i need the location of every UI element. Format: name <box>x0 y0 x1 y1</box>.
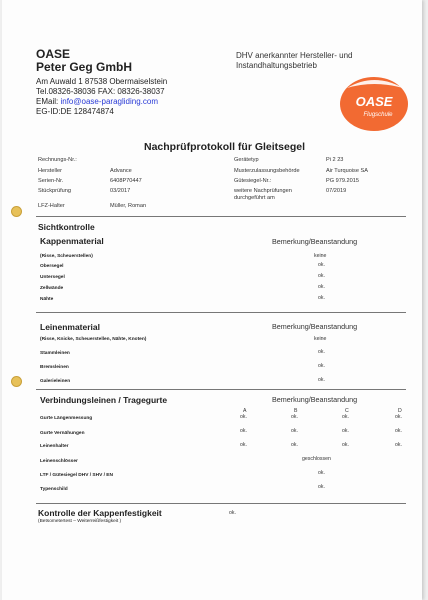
galerieleinen-value: ok. <box>318 377 325 383</box>
col-c-header: C <box>345 408 349 414</box>
stammleinen-value: ok. <box>318 349 325 355</box>
company-eg-id: EG-ID:DE 128474874 <box>36 107 114 116</box>
lfz-label: LFZ-Halter <box>38 203 65 209</box>
geraetetyp-label: Gerätetyp <box>234 157 259 163</box>
gurte-vernaehungen-label: Gurte Vernähungen <box>40 431 85 436</box>
leinenschloesser-label: Leinenschlösser <box>40 459 78 464</box>
typenschild-value: ok. <box>318 484 325 490</box>
divider <box>36 389 406 390</box>
gurte-laengenmessung-c: ok. <box>342 414 349 420</box>
naehte-label: Nähte <box>40 297 54 302</box>
stueck-value: 03/2017 <box>110 188 131 194</box>
kappenmaterial-heading: Kappenmaterial <box>40 236 104 246</box>
leinenhalter-a: ok. <box>240 442 247 448</box>
divider <box>36 216 406 217</box>
logo-text: OASE <box>355 94 393 109</box>
gurte-laengenmessung-d: ok. <box>395 414 402 420</box>
hersteller-label: Hersteller <box>38 168 62 174</box>
obersegel-value: ok. <box>318 262 325 268</box>
untersegel-value: ok. <box>318 273 325 279</box>
zellwaende-label: Zellwände <box>40 286 64 291</box>
verbindung-heading: Verbindungsleinen / Tragegurte <box>40 395 168 405</box>
serien-label: Serien-Nr. <box>38 178 64 184</box>
gurte-vernaehungen-c: ok. <box>342 428 349 434</box>
logo-subtext: Flugschule <box>363 112 393 118</box>
ltf-guetesiegel-label: LTF / Gütesiegel DHV / SHV / EN <box>40 473 113 478</box>
stammleinen-label: Stammleinen <box>40 351 70 356</box>
punch-hole <box>11 206 22 217</box>
col-d-header: D <box>398 408 402 414</box>
divider <box>36 503 406 504</box>
festigkeit-heading: Kontrolle der Kappenfestigkeit <box>38 508 162 518</box>
company-address: Am Auwald 1 87538 Obermaiselstein <box>36 77 168 86</box>
leinenhalter-d: ok. <box>395 442 402 448</box>
obersegel-label: Obersegel <box>40 264 64 269</box>
leinen-sub-label: (Risse, Knicke, Scheuerstellen, Nähte, Knoten) <box>40 337 147 342</box>
muster-label: Musterzulassungsbehörde <box>234 168 300 174</box>
email-label: EMail: <box>36 97 59 106</box>
hersteller-value: Advance <box>110 168 132 174</box>
bemerkung-header: Bemerkung/Beanstandung <box>272 395 358 404</box>
gurte-laengenmessung-label: Gurte Längenmessung <box>40 416 93 421</box>
naehte-value: ok. <box>318 295 325 301</box>
kappe-sub-label: (Risse, Scheuerstellen) <box>40 254 93 259</box>
bemerkung-header: Bemerkung/Beanstandung <box>272 322 358 331</box>
gurte-vernaehungen-d: ok. <box>395 428 402 434</box>
leinen-sub-value: keine <box>314 336 327 342</box>
galerieleinen-label: Galerieleinen <box>40 379 71 384</box>
leinenschloesser-value: geschlossen <box>302 456 331 462</box>
page-title: Nachprüfprotokoll für Gleitsegel <box>144 141 306 153</box>
weitere-label-1: weitere Nachprüfungen <box>234 188 292 194</box>
email-link[interactable]: info@oase-paragliding.com <box>60 97 158 106</box>
leinenmaterial-heading: Leinenmaterial <box>40 322 100 332</box>
leinenhalter-b: ok. <box>291 442 298 448</box>
weitere-label-2: durchgeführt am <box>234 195 275 201</box>
col-a-header: A <box>243 408 247 414</box>
dhv-line2: Instandhaltungsbetrieb <box>236 61 317 70</box>
kappe-sub-value: keine <box>314 253 327 259</box>
zellwaende-value: ok. <box>318 284 325 290</box>
leinenhalter-label: Leinenhalter <box>40 444 69 449</box>
gurte-laengenmessung-a: ok. <box>240 414 247 420</box>
section-sichtkontrolle: Sichtkontrolle <box>38 222 95 232</box>
bremsleinen-label: Bremsleinen <box>40 365 69 370</box>
gurte-laengenmessung-b: ok. <box>291 414 298 420</box>
guete-value: PG 979.2015 <box>326 178 359 184</box>
gurte-vernaehungen-b: ok. <box>291 428 298 434</box>
serien-value: 6408P70447 <box>110 178 142 184</box>
gurte-vernaehungen-a: ok. <box>240 428 247 434</box>
punch-hole <box>11 376 22 387</box>
bremsleinen-value: ok. <box>318 363 325 369</box>
guete-label: Gütesiegel-Nr.: <box>234 178 272 184</box>
geraetetyp-value: Pi 2 23 <box>326 157 344 163</box>
leinenhalter-c: ok. <box>342 442 349 448</box>
company-name: OASE <box>36 47 71 61</box>
divider <box>36 312 406 313</box>
lfz-value: Müller, Roman <box>110 203 147 209</box>
typenschild-label: Typenschild <box>40 487 68 492</box>
untersegel-label: Untersegel <box>40 275 65 280</box>
muster-value: Air Turquoise SA <box>326 168 368 174</box>
festigkeit-value: ok. <box>229 510 236 516</box>
company-name-line2: Peter Geg GmbH <box>36 60 133 74</box>
stueck-label: Stückprüfung <box>38 188 71 194</box>
protocol-sheet <box>2 0 422 600</box>
festigkeit-sub: (Betsometertest – Weiterreißfestigkeit ) <box>38 519 122 524</box>
dhv-line1: DHV anerkannter Hersteller- und <box>236 51 353 60</box>
weitere-value: 07/2019 <box>326 188 347 194</box>
bemerkung-header: Bemerkung/Beanstandung <box>272 237 358 246</box>
company-phone-fax: Tel.08326-38036 FAX: 08326-38037 <box>36 87 165 96</box>
oase-logo <box>337 70 411 132</box>
rechnungs-label: Rechnungs-Nr.: <box>38 157 77 163</box>
ltf-guetesiegel-value: ok. <box>318 470 325 476</box>
company-email-line <box>36 97 158 106</box>
col-b-header: B <box>294 408 298 414</box>
